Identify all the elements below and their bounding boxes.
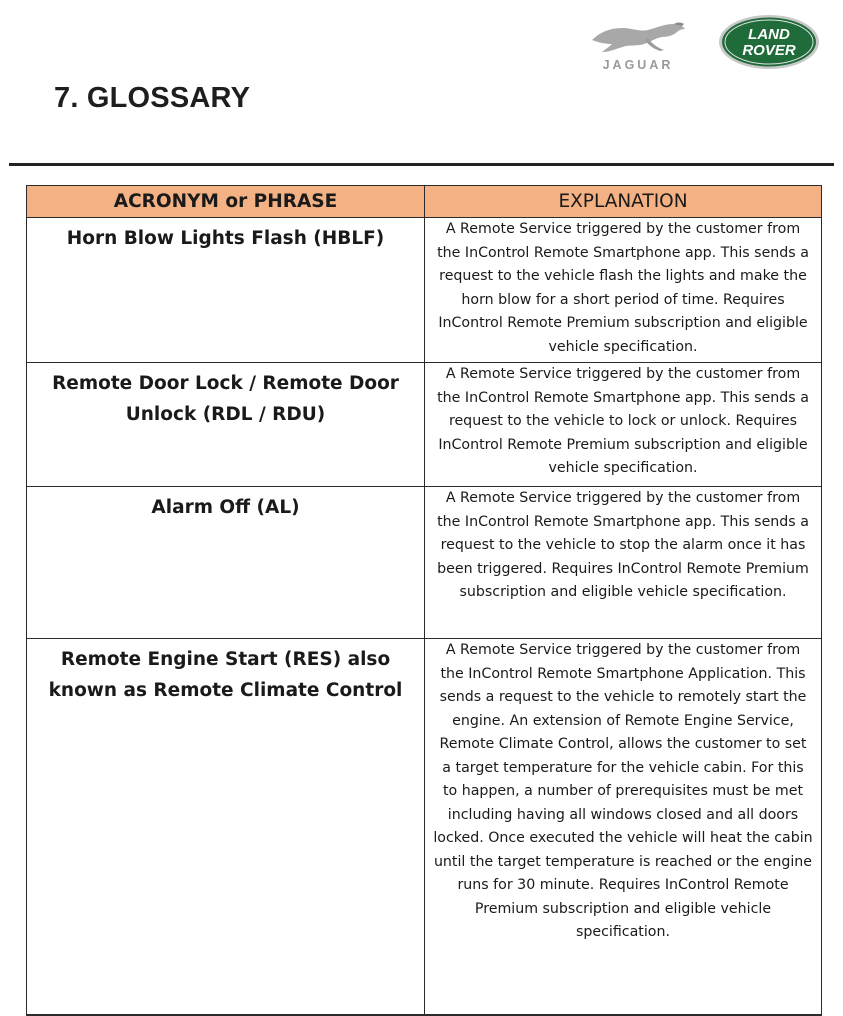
glossary-explanation: A Remote Service triggered by the customer from the InControl Remote Smartphone Application. This sends a request to the vehicle to remotely start the engine. An extension of Remote Engine Service, Remote Climate Control, allows the customer to set a target temperature for the vehicle cabin. For this to happen, a number of prerequisites must be met including having all windows closed and all doors locked. Once executed the vehicle will heat the cabin until the target temperature is reached or the engine runs for 30 minute. Requires InControl Remote Premium subscription and eligible vehicle specification. xyxy=(425,639,822,1016)
page-title: 7. GLOSSARY xyxy=(54,82,251,114)
glossary-term: Horn Blow Lights Flash (HBLF) xyxy=(27,218,425,363)
column-header-explanation: EXPLANATION xyxy=(425,186,822,218)
jaguar-leaper-icon xyxy=(588,18,688,56)
table-row xyxy=(27,639,822,1016)
table-header-row xyxy=(27,186,822,218)
glossary-explanation: A Remote Service triggered by the customer from the InControl Remote Smartphone app. This sends a request to the vehicle flash the lights and make the horn blow for a short period of time. Requires InControl Remote Premium subscription and eligible vehicle specification. xyxy=(425,218,822,363)
title-divider xyxy=(9,163,834,166)
land-rover-wordmark-line1: LAND xyxy=(748,26,790,43)
glossary-term: Remote Engine Start (RES) also known as Remote Climate Control xyxy=(27,639,425,1016)
glossary-table xyxy=(26,185,822,1016)
column-header-acronym: ACRONYM or PHRASE xyxy=(27,186,425,218)
table-row xyxy=(27,218,822,363)
jaguar-logo xyxy=(584,18,692,76)
table-row xyxy=(27,487,822,639)
glossary-explanation: A Remote Service triggered by the customer from the InControl Remote Smartphone app. This sends a request to the vehicle to lock or unlock. Requires InControl Remote Premium subscription and eligible vehicle specification. xyxy=(425,363,822,487)
land-rover-wordmark-line2: ROVER xyxy=(742,42,796,59)
table-row xyxy=(27,363,822,487)
brand-logos xyxy=(584,14,824,74)
glossary-term: Alarm Off (AL) xyxy=(27,487,425,639)
glossary-term: Remote Door Lock / Remote Door Unlock (RDL / RDU) xyxy=(27,363,425,487)
land-rover-logo xyxy=(718,14,820,70)
jaguar-wordmark: JAGUAR xyxy=(602,58,674,72)
glossary-explanation: A Remote Service triggered by the customer from the InControl Remote Smartphone app. This sends a request to the vehicle to stop the alarm once it has been triggered. Requires InControl Remote Premium subscription and eligible vehicle specification. xyxy=(425,487,822,639)
